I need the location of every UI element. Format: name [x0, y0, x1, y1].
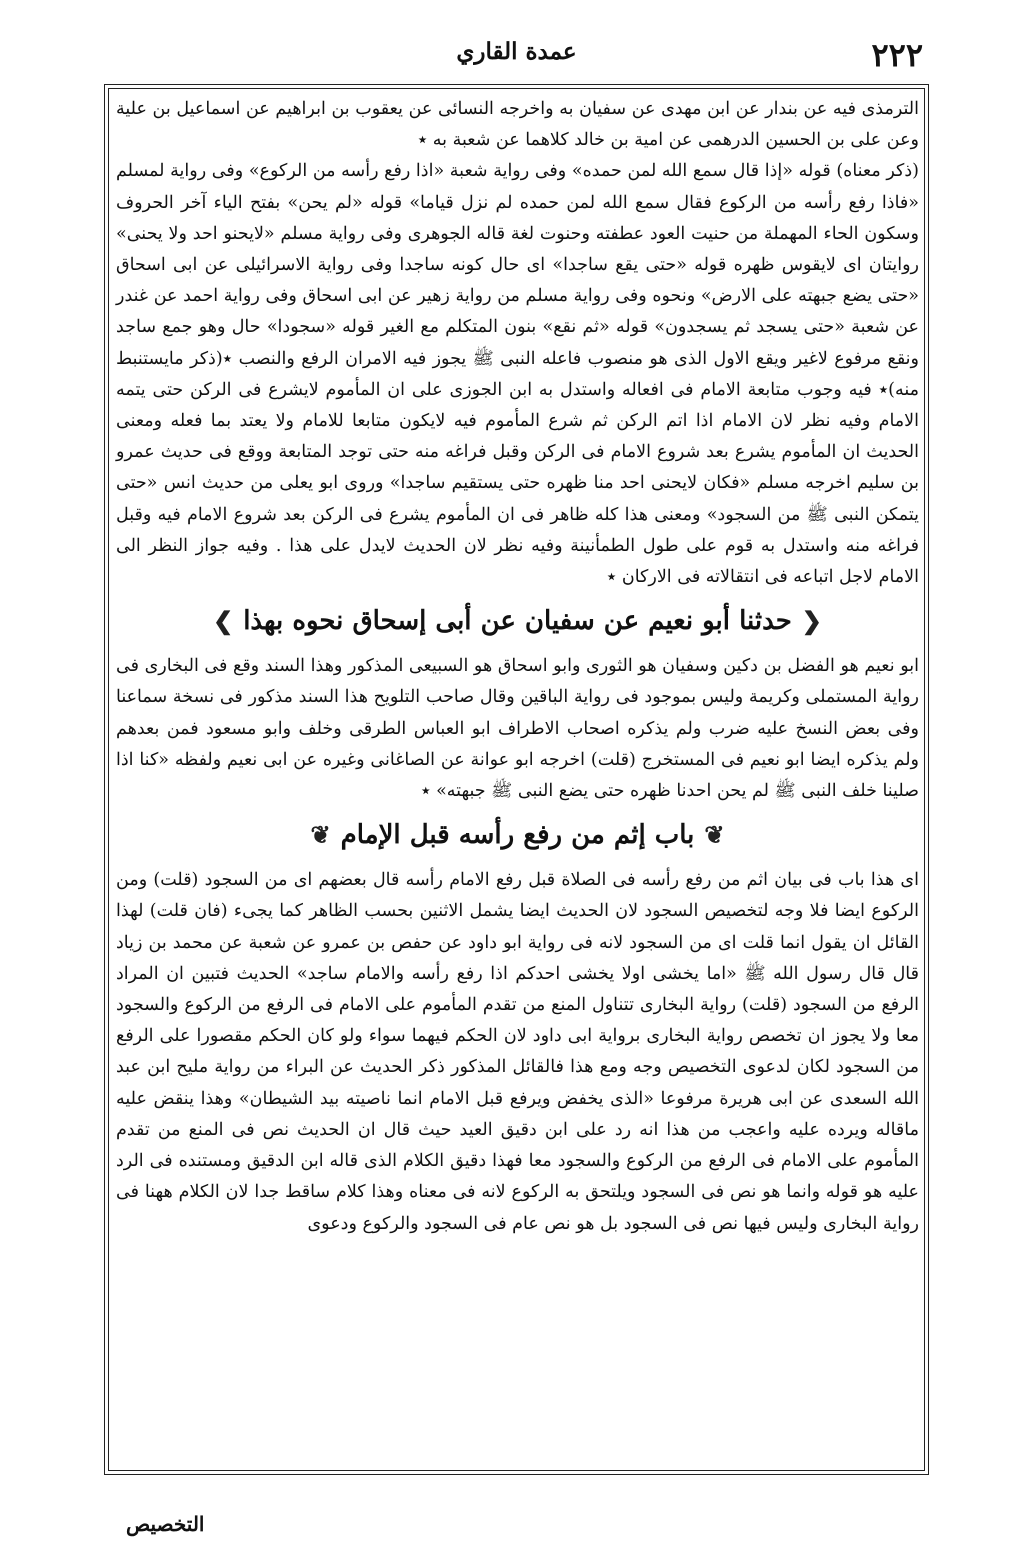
hadith-heading-text: حدثنا أبو نعيم عن سفيان عن أبى إسحاق نحوه بهذا	[243, 606, 792, 637]
text-body	[116, 94, 919, 1469]
floral-ornament-left-icon: ❦	[310, 820, 331, 850]
ornament-right-icon: ❮	[801, 606, 822, 636]
chapter-heading	[116, 813, 919, 857]
page-number: ٢٢٢	[871, 36, 923, 74]
floral-ornament-right-icon: ❦	[704, 820, 725, 850]
paragraph-4: اى هذا باب فى بيان اثم من رفع رأسه فى الصلاة قبل رفع الامام رأسه قال بعضهم اى من السجود (قلت) ومن الركوع ايضا فلا وجه لتخصيص السجود لان الحديث ايضا يشمل الاثنين بحسب الظاهر كما يجىء (فان قلت) لهذا القائل ان يقول انما قلت اى من السجود لانه فى رواية ابو داود عن حفص بن عمرو عن شعبة عن محمد بن زياد قال قال رسول الله ﷺ «اما يخشى اولا يخشى احدكم اذا رفع رأسه والامام ساجد» الحديث فتبين ان المراد الرفع من السجود (قلت) رواية البخارى تتناول المنع من تقدم المأموم على الامام فى الرفع من الركوع والسجود معا ولا يجوز ان تخصص رواية البخارى برواية ابى داود لان الحكم فيهما سواء ولو كان الحكم مقصورا على الرفع من السجود لكان لدعوى التخصيص وجه ومع هذا فالقائل المذكور ذكر الحديث عن البراء من رواية مليح ابن عبد الله السعدى عن ابى هريرة مرفوعا «الذى يخفض ويرفع قبل الامام انما ناصيته بيد الشيطان» وهذا ينقض عليه ماقاله ويرده عليه واعجب من هذا انه رد على ابن دقيق العيد حيث قال ان الحديث نص فى المنع من تقدم المأموم على الامام فى الرفع من الركوع والسجود معا فهذا دقيق الكلام الذى قاله ابن الدقيق ومستنده فى الرد عليه هو قوله وانما هو نص فى السجود ويلتحق به الركوع لانه فى معناه وهذا كلام ساقط جدا لان الكلام ههنا فى رواية البخارى وليس فيها نص فى السجود بل هو نص عام فى السجود والركوع ودعوى	[116, 870, 919, 1234]
chapter-heading-text: باب إثم من رفع رأسه قبل الإمام	[340, 820, 695, 851]
book-title: عمدة القاري	[456, 38, 577, 65]
paragraph-3: ابو نعيم هو الفضل بن دكين وسفيان هو الثورى وابو اسحاق هو السبيعى المذكور وهذا السند وقع فى البخارى فى رواية المستملى وكريمة وليس بموجود فى رواية الباقين وقال صاحب التلويح هذا السند مذكور فى نسخة سماعنا وفى بعض النسخ عليه ضرب ولم يذكره اصحاب الاطراف ابو العباس الطرقى وخلف وابو مسعود فمن بعدهم ولم يذكره ايضا ابو نعيم فى المستخرج (قلت) اخرجه ابو عوانة عن الصاغانى وغيره عن ابى نعيم ولفظه «كنا اذا صلينا خلف النبى ﷺ لم يحن احدنا ظهره حتى يضع النبى ﷺ جبهته» ٭	[116, 656, 919, 802]
catchword: التخصيص	[126, 1512, 205, 1536]
paragraph-2: (ذكر معناه) قوله «إذا قال سمع الله لمن حمده» وفى رواية شعبة «اذا رفع رأسه من الركوع» وفى رواية لمسلم «فاذا رفع رأسه من الركوع فقال سمع الله لمن حمده لم نزل قياما» قوله «لم يحن» بفتح الياء آخر الحروف وسكون الحاء المهملة من حنيت العود عطفته وحنوت لغة قاله الجوهرى وفى رواية مسلم «لايحنو احد ولا يحنى» روايتان اى لايقوس ظهره قوله «حتى يقع ساجدا» اى حال كونه ساجدا وفى رواية الاسرائيلى عن ابى اسحاق «حتى يضع جبهته على الارض» ونحوه وفى رواية مسلم من رواية زهير عن ابى اسحاق وفى رواية احمد عن غندر عن شعبة «حتى يسجد ثم يسجدون» قوله «ثم نقع» بنون المتكلم مع الغير قوله «سجودا» حال وهو جمع ساجد ونقع مرفوع لاغير ويقع الاول الذى هو منصوب فاعله النبى ﷺ يجوز فيه الامران الرفع والنصب ٭(ذكر مايستنبط منه)٭ فيه وجوب متابعة الامام فى افعاله واستدل به ابن الجوزى على ان المأموم لايشرع فى الركن حتى يتمه الامام وفيه نظر لان الامام اذا اتم الركن ثم شرع المأموم فيه لايكون متابعا للامام ولا يعتد بما فعله ومعنى الحديث ان المأموم يشرع بعد شروع الامام فى الركن وقبل فراغه منه حتى توجد المتابعة ووقع فى حديث عمرو بن سليم اخرجه مسلم «فكان لايحنى احد منا ظهره حتى يستقيم ساجدا» وروى ابو يعلى من حديث انس «حتى يتمكن النبى ﷺ من السجود» ومعنى هذا كله ظاهر فى ان المأموم يشرع فى الركن بعد شروع الامام فيه وقبل فراغه منه واستدل به قوم على طول الطمأنينة وفيه نظر لان الحديث لايدل على هذا . وفيه جواز النظر الى الامام لاجل اتباعه فى انتقالاته فى الاركان ٭	[116, 161, 919, 588]
hadith-heading	[116, 599, 919, 643]
paragraph-1: الترمذى فيه عن بندار عن ابن مهدى عن سفيان به واخرجه النسائى عن يعقوب بن ابراهيم عن اسماعيل بن علية وعن على بن الحسين الدرهمى عن امية بن خالد كلاهما عن شعبة به ٭	[116, 99, 919, 151]
ornament-left-icon: ❯	[213, 606, 234, 636]
